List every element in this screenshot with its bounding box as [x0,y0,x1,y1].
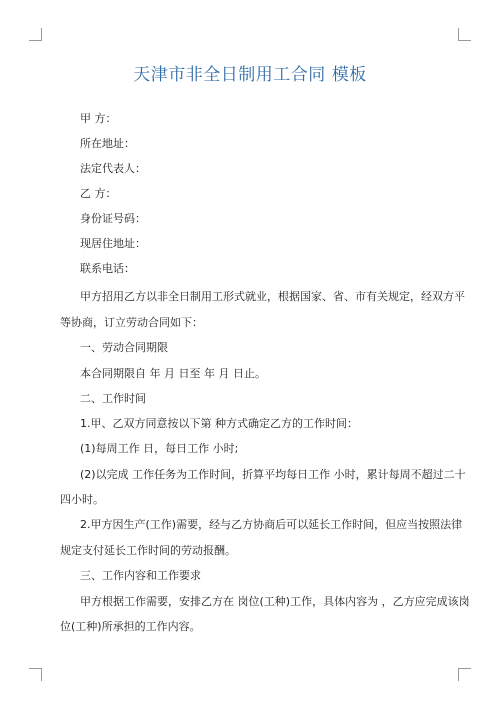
overtime-clause-line-1: 2.甲方因生产(工作)需要，经与乙方协商后可以延长工作时间，但应当按照法律 [80,518,463,531]
crop-mark-top-left [29,28,42,41]
party-b-label: 乙 方： [80,187,117,200]
overtime-clause-line-2: 规定支付延长工作时间的劳动报酬。 [60,544,236,557]
work-time-option-2-line-1: (2)以完成 工作任务为工作时间，折算平均每日工作 小时，累计每周不超过二十 [80,468,466,481]
id-number-label: 身份证号码： [80,212,146,225]
crop-mark-top-right [458,28,471,41]
preamble-line-2: 等协商，订立劳动合同如下： [60,316,203,329]
legal-rep-label: 法定代表人： [80,162,146,175]
address-label: 所在地址： [80,137,135,150]
residence-label: 现居住地址： [80,237,146,250]
preamble-line-1: 甲方招用乙方以非全日制用工形式就业，根据国家、省、市有关规定，经双方平 [80,290,465,303]
document-title: 天津市非全日制用工合同 模板 [133,65,367,85]
work-content-line-2: 位(工种)所承担的工作内容。 [60,620,201,633]
crop-mark-bottom-right [458,668,471,681]
work-time-option-2-line-2: 四小时。 [60,493,104,506]
section-heading-2: 二、工作时间 [80,392,146,405]
section-heading-1: 一、劳动合同期限 [80,341,168,354]
crop-mark-bottom-left [29,668,42,681]
work-time-option-1: (1)每周工作 日，每日工作 小时; [80,442,239,455]
phone-label: 联系电话： [80,262,135,275]
work-time-clause-1: 1.甲、乙双方同意按以下第 种方式确定乙方的工作时间： [80,417,358,430]
work-content-line-1: 甲方根据工作需要，安排乙方在 岗位(工种)工作，具体内容为 ，乙方应完成该岗 [80,595,470,608]
party-a-label: 甲 方： [80,112,117,125]
section-heading-3: 三、工作内容和工作要求 [80,569,201,582]
term-clause: 本合同期限自 年 月 日至 年 月 日止。 [80,367,266,380]
